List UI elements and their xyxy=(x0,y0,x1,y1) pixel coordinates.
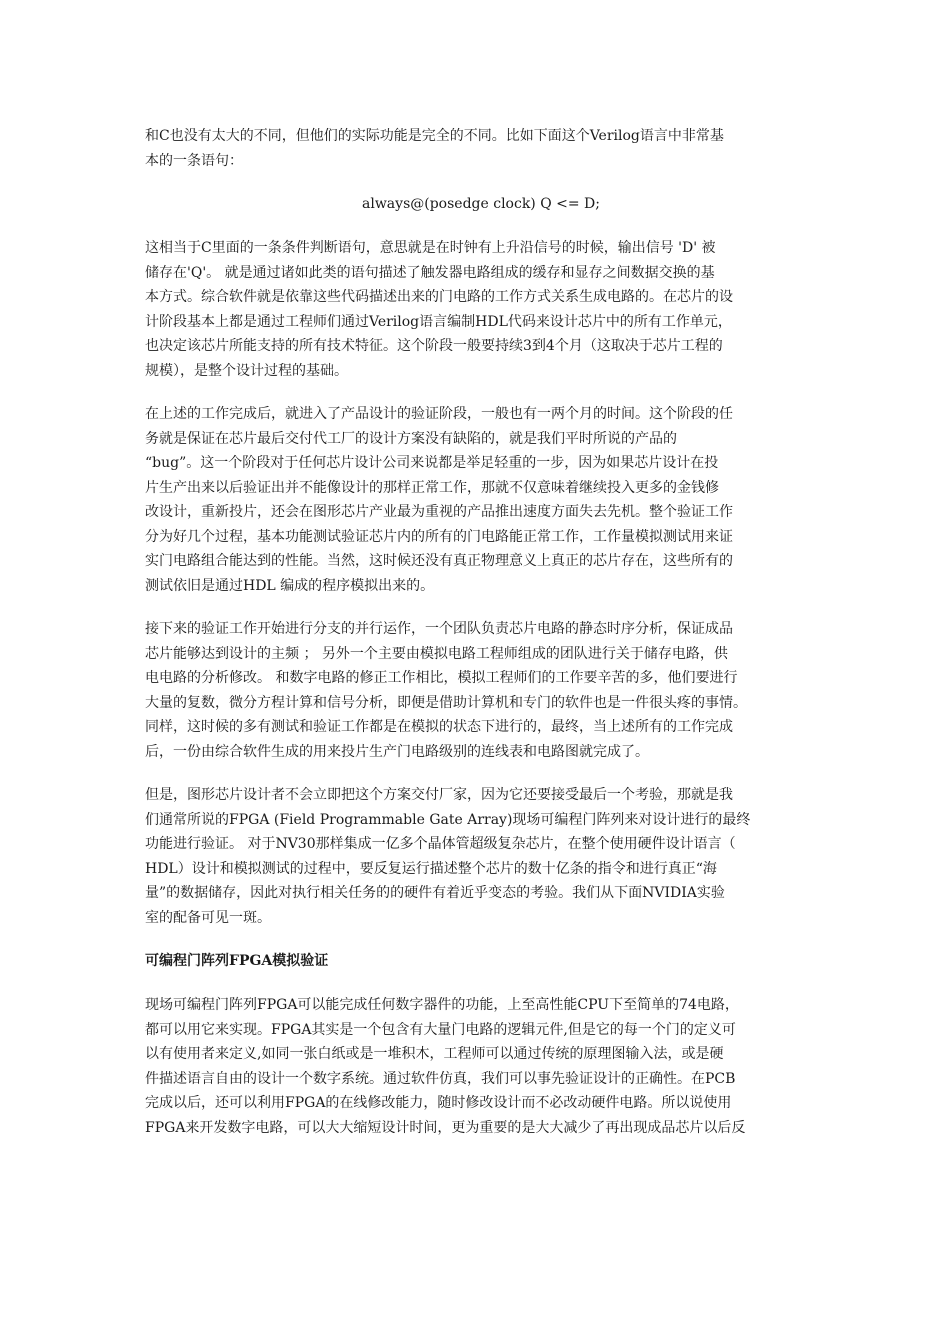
text-line: 也决定该芯片所能支持的所有技术特征。这个阶段一般要持续3到4个月（这取决于芯片工程的 xyxy=(145,338,723,354)
section-heading: 可编程门阵列FPGA模拟验证 xyxy=(145,953,329,969)
text-line: 务就是保证在芯片最后交付代工厂的设计方案没有缺陷的，就是我们平时所说的产品的 xyxy=(145,430,677,447)
paragraph-parallel-verification xyxy=(145,617,817,764)
text-line: 都可以用它来实现。FPGA其实是一个包含有大量门电路的逻辑元件,但是它的每一个门的定义可 xyxy=(145,1021,736,1038)
text-line: 大量的复数，微分方程计算和信号分析，即便是借助计算机和专门的软件也是一件很头疼的事情。 xyxy=(145,694,747,711)
text-line: 同样，这时候的多有测试和验证工作都是在模拟的状态下进行的，最终，当上述所有的工作完成 xyxy=(145,719,733,735)
text-line: 以有使用者来定义,如同一张白纸或是一堆积木，工程师可以通过传统的原理图输入法，或是硬 xyxy=(145,1046,724,1062)
text-line: 量”的数据储存，因此对执行相关任务的的硬件有着近乎变态的考验。我们从下面NVIDIA实验 xyxy=(145,885,725,901)
text-line: 片生产出来以后验证出并不能像设计的那样正常工作，那就不仅意味着继续投入更多的金钱修 xyxy=(145,479,719,496)
code-statement: always@(posedge clock) Q <= D; xyxy=(362,196,600,212)
text-line: 件描述语言自由的设计一个数字系统。通过软件仿真，我们可以事先验证设计的正确性。在PCB xyxy=(145,1070,736,1087)
text-line: 但是，图形芯片设计者不会立即把这个方案交付厂家，因为它还要接受最后一个考验，那就是我 xyxy=(145,787,733,803)
text-line: 规模），是整个设计过程的基础。 xyxy=(145,362,348,379)
text-line: 本方式。综合软件就是依靠这些代码描述出来的门电路的工作方式关系生成电路的。在芯片的设 xyxy=(145,289,733,305)
document-body xyxy=(145,124,817,1159)
text-line: 本的一条语句： xyxy=(145,152,243,169)
paragraph-verification-stage xyxy=(145,402,817,598)
paragraph-fpga-intro xyxy=(145,783,817,930)
text-line: FPGA来开发数字电路，可以大大缩短设计时间，更为重要的是大大减少了再出现成品芯片以后反 xyxy=(145,1119,746,1136)
text-line: 计阶段基本上都是通过工程师们通过Verilog语言编制HDL代码来设计芯片中的所有工作单元， xyxy=(145,313,732,330)
text-line: 接下来的验证工作开始进行分支的并行运作，一个团队负责芯片电路的静态时序分析，保证成品 xyxy=(145,621,733,637)
text-line: “bug”。这一个阶段对于任何芯片设计公司来说都是举足轻重的一步，因为如果芯片设计在投 xyxy=(145,455,719,471)
text-line: 和C也没有太大的不同，但他们的实际功能是完全的不同。比如下面这个Verilog语言中非常基 xyxy=(145,128,724,144)
text-line: 测试依旧是通过HDL 编成的程序模拟出来的。 xyxy=(145,577,435,594)
text-line: 们通常所说的FPGA (Field Programmable Gate Array)现场可编程门阵列来对设计进行的最终 xyxy=(145,811,751,828)
text-line: 改设计，重新投片，还会在图形芯片产业最为重视的产品推出速度方面失去先机。整个验证工作 xyxy=(145,504,733,520)
text-line: 在上述的工作完成后，就进入了产品设计的验证阶段，一般也有一两个月的时间。这个阶段的任 xyxy=(145,406,733,422)
text-line: 这相当于C里面的一条条件判断语句，意思就是在时钟有上升沿信号的时候，输出信号 'D' 被 xyxy=(145,240,716,256)
text-line: 后，一份由综合软件生成的用来投片生产门电路级别的连线表和电路图就完成了。 xyxy=(145,743,649,760)
text-line: 完成以后，还可以利用FPGA的在线修改能力，随时修改设计而不必改动硬件电路。所以说使用 xyxy=(145,1095,732,1111)
text-line: 分为好几个过程，基本功能测试验证芯片内的所有的门电路能正常工作，工作量模拟测试用来证 xyxy=(145,528,733,545)
text-line: 储存在'Q'。 就是通过诸如此类的语句描述了触发器电路组成的缓存和显存之间数据交换的基 xyxy=(145,264,715,281)
paragraph-intro xyxy=(145,124,817,173)
text-line: 实门电路组合能达到的性能。当然，这时候还没有真正物理意义上真正的芯片存在，这些所有的 xyxy=(145,553,733,569)
text-line: 功能进行验证。 对于NV30那样集成一亿多个晶体管超级复杂芯片，在整个使用硬件设计语言（ xyxy=(145,836,736,852)
paragraph-verilog-explanation xyxy=(145,236,817,383)
text-line: 现场可编程门阵列FPGA可以能完成任何数字器件的功能，上至高性能CPU下至简单的74电路， xyxy=(145,997,739,1013)
text-line: HDL）设计和模拟测试的过程中，要反复运行描述整个芯片的数十亿条的指令和进行真正“海 xyxy=(145,860,717,877)
paragraph-fpga-description xyxy=(145,993,817,1140)
text-line: 芯片能够达到设计的主频 ； 另外一个主要由模拟电路工程师组成的团队进行关于储存电路，供 xyxy=(145,645,728,662)
text-line: 室的配备可见一斑。 xyxy=(145,909,271,926)
text-line: 电电路的分析修改。 和数字电路的修正工作相比，模拟工程师们的工作要辛苦的多，他们要进行 xyxy=(145,670,738,686)
